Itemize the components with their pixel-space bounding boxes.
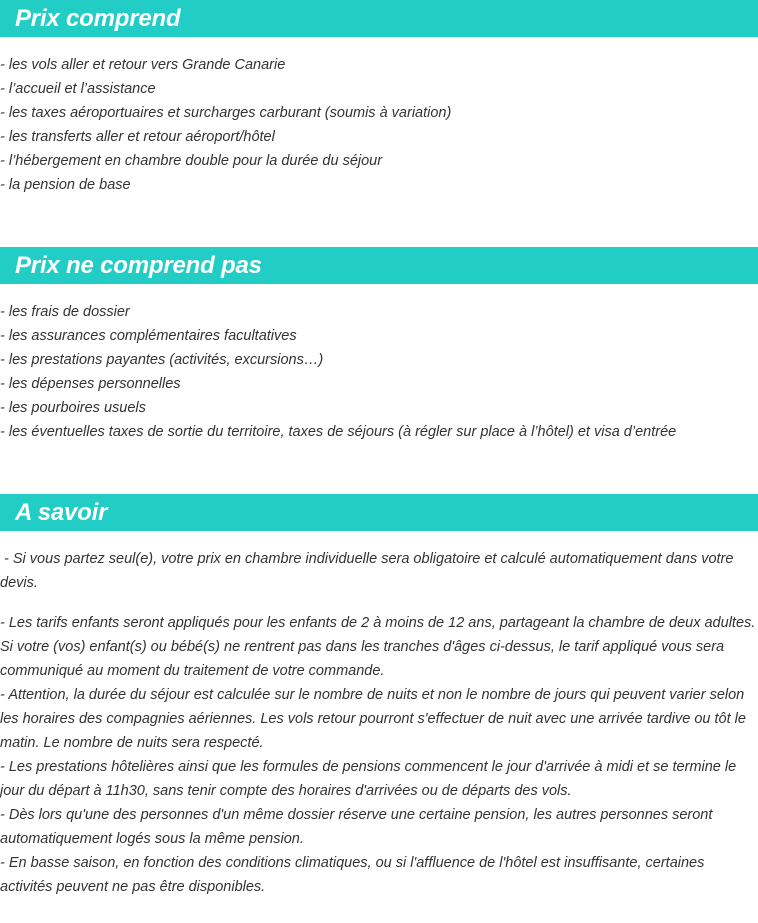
info-paragraph: - En basse saison, en fonction des conditions climatiques, ou si l'affluence de l'hôtel est insuffisante, certaines activités peuvent ne pas être disponibles. [0, 855, 705, 895]
section-header-a-savoir [0, 494, 758, 531]
info-paragraphs [0, 547, 756, 899]
list-item: - l’hébergement en chambre double pour la durée du séjour [0, 153, 383, 169]
included-list [0, 53, 758, 197]
section-title: Prix ne comprend pas [15, 252, 262, 279]
list-item: - les vols aller et retour vers Grande Canarie [0, 57, 286, 73]
list-item: - les éventuelles taxes de sortie du territoire, taxes de séjours (à régler sur place à l’hôtel) et visa d’entrée [0, 424, 677, 440]
info-paragraph: - Les prestations hôtelières ainsi que les formules de pensions commencent le jour d'arrivée à midi et se termine le jour du départ à 11h30, sans tenir compte des horaires d'arrivées ou de départs des vols. [0, 759, 737, 799]
list-item: - les dépenses personnelles [0, 376, 181, 392]
list-item: - les prestations payantes (activités, excursions…) [0, 352, 324, 368]
info-paragraph: - Les tarifs enfants seront appliqués pour les enfants de 2 à moins de 12 ans, partageant la chambre de deux adultes. [0, 615, 756, 631]
list-item: - la pension de base [0, 177, 131, 193]
info-paragraph: - Si vous partez seul(e), votre prix en chambre individuelle sera obligatoire et calculé automatiquement dans votre devis. [0, 551, 738, 591]
list-item: - l’accueil et l’assistance [0, 81, 156, 97]
section-title: A savoir [15, 499, 108, 526]
list-item: - les taxes aéroportuaires et surcharges carburant (soumis à variation) [0, 105, 452, 121]
excluded-list [0, 300, 758, 444]
section-title: Prix comprend [15, 5, 181, 32]
info-paragraph: - Attention, la durée du séjour est calculée sur le nombre de nuits et non le nombre de jours qui peuvent varier selon les horaires des compagnies aériennes. Les vols retour pourront s'effectuer de nuit avec une arrivée tardive ou tôt le matin. Le nombre de nuits sera respecté. [0, 687, 746, 751]
list-item: - les transferts aller et retour aéroport/hôtel [0, 129, 275, 145]
section-header-prix-ne-comprend-pas [0, 247, 758, 284]
info-paragraph: Si votre (vos) enfant(s) ou bébé(s) ne rentrent pas dans les tranches d'âges ci-dessus, le tarif appliqué vous sera communiqué au moment du traitement de votre commande. [0, 639, 725, 679]
info-paragraph: - Dès lors qu'une des personnes d'un même dossier réserve une certaine pension, les autres personnes seront automatiquement logés sous la même pension. [0, 807, 713, 847]
list-item: - les assurances complémentaires facultatives [0, 328, 297, 344]
list-item: - les pourboires usuels [0, 400, 146, 416]
section-header-prix-comprend [0, 0, 758, 37]
list-item: - les frais de dossier [0, 304, 130, 320]
